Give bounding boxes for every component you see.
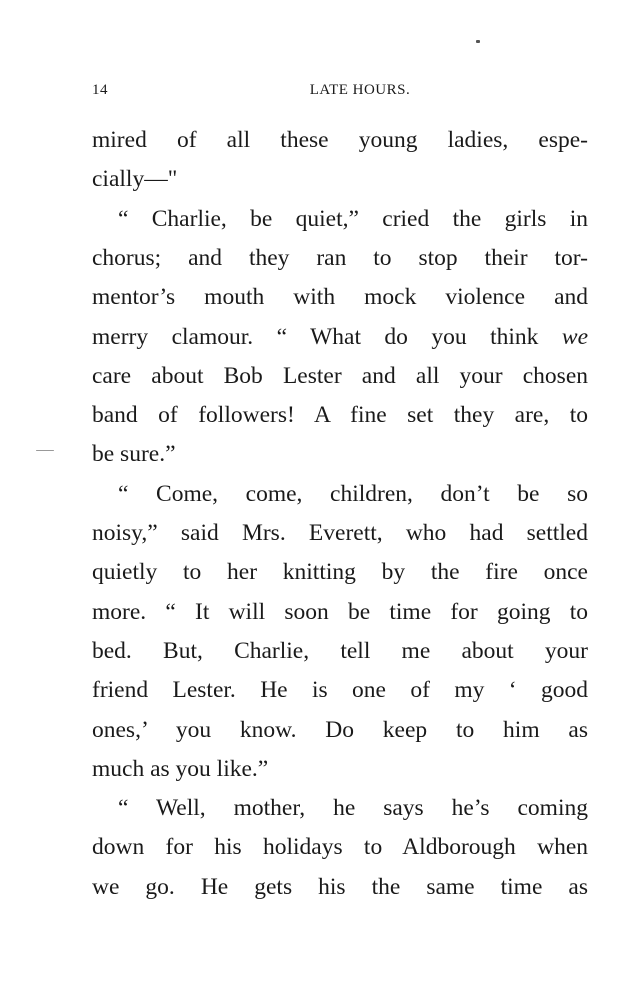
text-line: quietly to her knitting by the fire once — [92, 559, 588, 586]
text-line: ones,’ you know. Do keep to him as — [92, 716, 588, 743]
text-line: care about Bob Lester and all your chosen — [92, 362, 588, 389]
text-line: cially—" — [92, 166, 178, 193]
running-title: LATE HOURS. — [309, 82, 411, 98]
text-line: “ Charlie, be quiet,” cried the girls in — [118, 205, 588, 232]
text-line: friend Lester. He is one of my ‘ good — [92, 677, 588, 704]
ink-speck — [36, 450, 54, 451]
text-line: “ Well, mother, he says he’s coming — [118, 795, 588, 822]
text-line: down for his holidays to Aldborough when — [92, 834, 588, 861]
text-line: mired of all these young ladies, espe- — [92, 127, 588, 153]
text-line: mentor’s mouth with mock violence and — [92, 284, 588, 311]
page-header — [92, 82, 588, 102]
text-line: much as you like.” — [92, 755, 269, 782]
text-line: “ Come, come, children, don’t be so — [118, 480, 588, 507]
text-line: bed. But, Charlie, tell me about your — [92, 637, 588, 664]
text-line: band of followers! A fine set they are, to — [92, 402, 588, 429]
text-line: more. “ It will soon be time for going to — [92, 598, 588, 625]
page-number: 14 — [92, 82, 108, 98]
text-line: chorus; and they ran to stop their tor- — [92, 244, 588, 271]
text-line: merry clamour. “ What do you think we — [92, 323, 588, 350]
text-line: be sure.” — [92, 441, 176, 468]
text-line: we go. He gets his the same time as — [92, 873, 588, 900]
text-line: noisy,” said Mrs. Everett, who had settled — [92, 520, 588, 546]
ink-speck — [476, 40, 480, 43]
